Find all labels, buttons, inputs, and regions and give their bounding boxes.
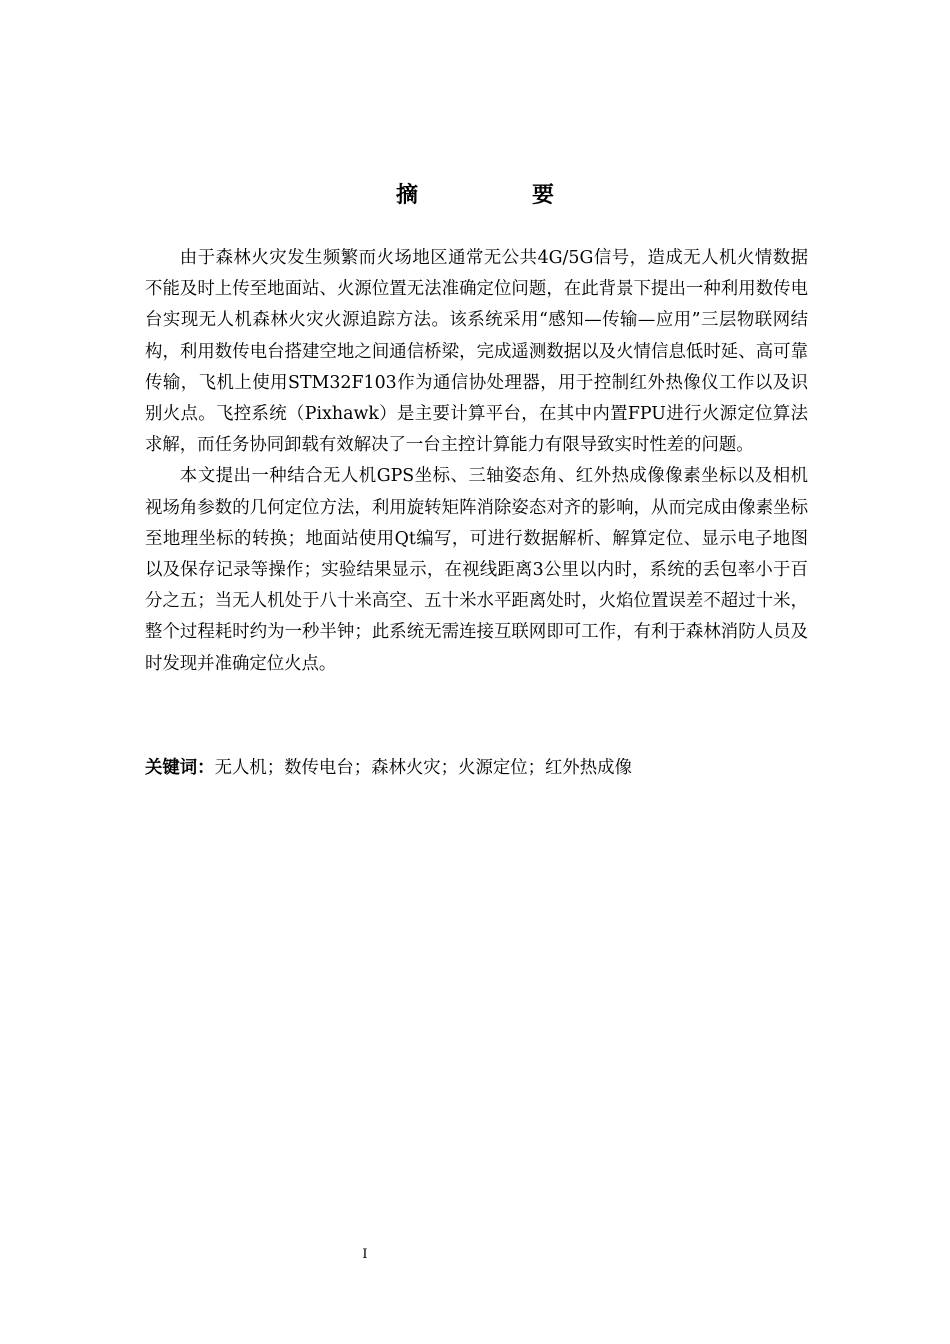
abstract-paragraph-2: 本文提出一种结合无人机GPS坐标、三轴姿态角、红外热成像像素坐标以及相机视场角参数的几何定位方法，利用旋转矩阵消除姿态对齐的影响，从而完成由像素坐标至地理坐标的转换；地面站使用Qt编写，可进行数据解析、解算定位、显示电子地图以及保存记录等操作；实验结果显示，在视线距离3公里以内时，系统的丢包率小于百分之五；当无人机处于八十米高空、五十米水平距离处时，火焰位置误差不超过十米，整个过程耗时约为一秒半钟；此系统无需连接互联网即可工作，有利于森林消防人员及时发现并准确定位火点。 xyxy=(145,466,808,674)
abstract-paragraph-1: 由于森林火灾发生频繁而火场地区通常无公共4G/5G信号，造成无人机火情数据不能及时上传至地面站、火源位置无法准确定位问题，在此背景下提出一种利用数传电台实现无人机森林火灾火源追踪方法。该系统采用“感知—传输—应用”三层物联网结构，利用数传电台搭建空地之间通信桥梁，完成遥测数据以及火情信息低时延、高可靠传输，飞机上使用STM32F103作为通信协处理器，用于控制红外热像仪工作以及识别火点。飞控系统（Pixhawk）是主要计算平台，在其中内置FPU进行火源定位算法求解，而任务协同卸载有效解决了一台主控计算能力有限导致实时性差的问题。 xyxy=(145,248,808,456)
keywords-list: 无人机；数传电台；森林火灾；火源定位；红外热成像 xyxy=(214,758,632,778)
abstract-body xyxy=(145,243,808,680)
page-number: I xyxy=(362,1247,368,1262)
keywords-label: 关键词： xyxy=(145,758,215,778)
keywords-line xyxy=(145,753,808,784)
page-title: 摘 要 xyxy=(395,183,600,208)
